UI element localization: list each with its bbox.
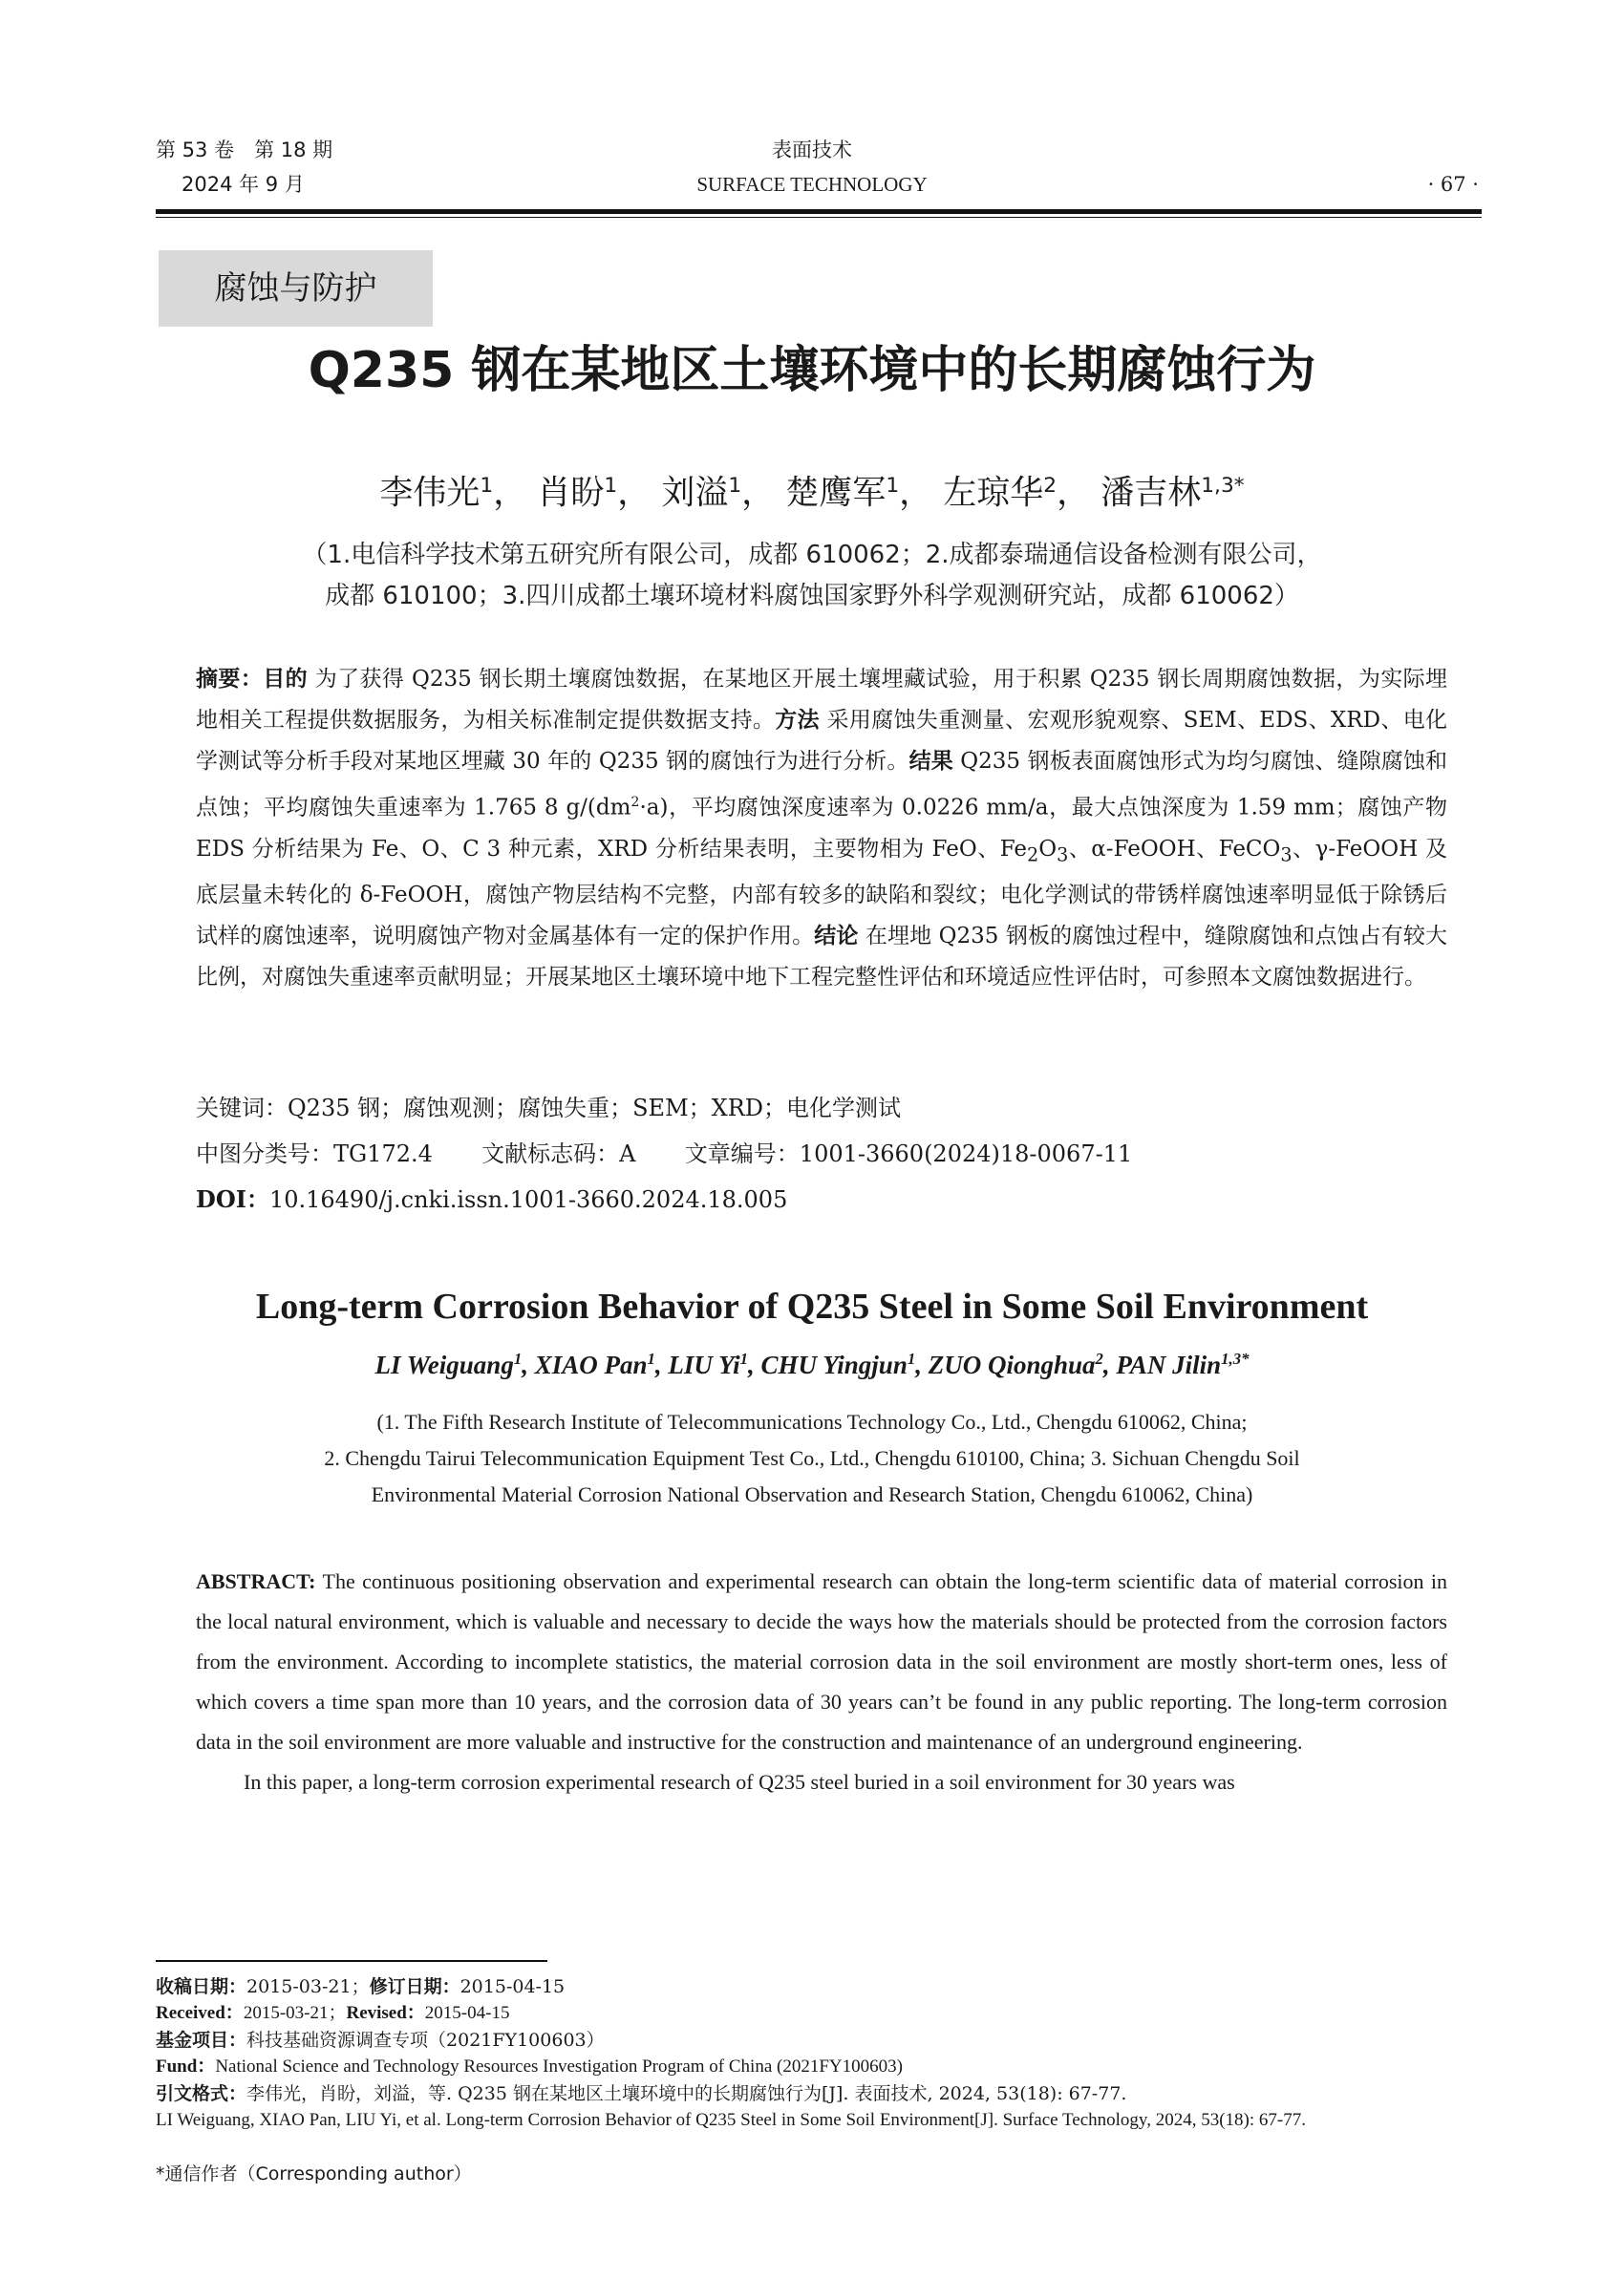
revised-en: 2015-04-15 [424, 2003, 510, 2023]
footnote-rule [156, 1960, 547, 1962]
author-sup: 1,3* [1221, 1350, 1250, 1368]
clc-value: TG172.4 [333, 1140, 433, 1167]
author-cn: 潘吉林 [1100, 474, 1202, 513]
method-text: 采用腐蚀失重测量、宏观形貌观察、SEM、EDS、XRD、电化学测试等分析手段对某地区埋藏 30 年的 Q235 钢的腐蚀行为进行分析。 [196, 708, 1448, 774]
purpose-text: 为了获得 Q235 钢长期土壤腐蚀数据，在某地区开展土壤埋藏试验，用于积累 Q235 钢长周期腐蚀数据，为实际埋地相关工程提供数据服务，为相关标准制定提供数据支持。 [196, 667, 1448, 733]
doi-value[interactable]: 10.16490/j.cnki.issn.1001-3660.2024.18.005 [268, 1186, 788, 1213]
affiliation-line: Environmental Material Corrosion National Observation and Research Station, Chengdu 610062, China) [371, 1482, 1253, 1506]
footnote-cite-cn [156, 2080, 1484, 2107]
affiliations-en [191, 1404, 1433, 1513]
page-number: · 67 · [1427, 173, 1479, 196]
received-cn-label: 收稿日期： [156, 1976, 247, 1997]
abstract-en-p2: In this paper, a long-term corrosion experimental research of Q235 steel buried in a soil environment for 30 years was [244, 1770, 1235, 1794]
doc-code-label: 文献标志码： [481, 1140, 620, 1167]
author-sup: 1 [907, 1350, 916, 1368]
author-en: PAN Jilin [1116, 1351, 1222, 1379]
author-sup: 1 [886, 474, 900, 498]
footnote-fund-en [156, 2054, 1484, 2080]
author-cn: 李伟光 [379, 474, 481, 513]
affiliations-cn [191, 535, 1433, 617]
author-en: LIU Yi [668, 1351, 740, 1379]
purpose-label: 目的 [263, 667, 308, 692]
header-rule-thin [156, 217, 1482, 218]
revised-cn-label: 修订日期： [369, 1976, 460, 1997]
article-no-value: 1001-3660(2024)18-0067-11 [799, 1140, 1133, 1167]
fund-cn-label: 基金项目： [156, 2030, 247, 2051]
volume-issue: 第 53 卷 第 18 期 [156, 139, 333, 161]
affiliation-line: 2. Chengdu Tairui Telecommunication Equipment Test Co., Ltd., Chengdu 610100, China; 3. Sichuan Chengdu Soil [324, 1446, 1300, 1470]
clc-label: 中图分类号： [196, 1140, 333, 1167]
classification [196, 1135, 1447, 1173]
footnote-received-en [156, 2000, 1484, 2027]
result-sup: 2 [630, 795, 640, 810]
author-sup: 1 [647, 1350, 655, 1368]
doi [196, 1181, 1447, 1219]
author-sup: 1 [480, 474, 494, 498]
author-sup: 1 [604, 474, 618, 498]
author-sup: 1 [739, 1350, 749, 1368]
affiliation-line: （1.电信科学技术第五研究所有限公司，成都 610062；2.成都泰瑞通信设备检测有限公司， [302, 541, 1322, 569]
abstract-en-p1: The continuous positioning observation and experimental research can obtain the long-term scientific data of material corrosion in the local natural environment, which is valuable and necessary to decide the ways how the materials should be protected from the corrosion factors from the environment. According to incomplete statistics, the material corrosion data in the soil environment are mostly short-term ones, less of which covers a time span more than 10 years, and the corrosion data of 30 years can’t be found in any public reporting. The long-term corrosion data in the soil environment are more valuable and instructive for the construction and maintenance of an underground engineering. [196, 1569, 1447, 1754]
abstract-en-label: ABSTRACT: [196, 1569, 316, 1593]
result-text: O [1038, 836, 1058, 862]
author-en: CHU Yingjun [760, 1351, 908, 1379]
method-label: 方法 [775, 708, 820, 733]
doi-label: DOI： [196, 1185, 269, 1213]
header-rule-thick [156, 209, 1482, 214]
result-label: 结果 [908, 749, 953, 774]
authors-cn: 李伟光$^1$， 肖盼$^1$， 刘溢$^1$， 楚鹰军$^1$， 左琼华$^2$， 潘吉林$^{1,3*}$ [379, 474, 1245, 513]
received-en: 2015-03-21； [243, 2003, 347, 2023]
author-sup: 1 [513, 1350, 523, 1368]
doc-code-value: A [619, 1140, 636, 1167]
footnote-fund-cn [156, 2027, 1484, 2054]
result-text: ·a)，平均腐蚀深度速率为 0.0226 mm/a，最大点蚀深度为 1.59 mm；腐蚀产物 EDS 分析结果为 Fe、O、C 3 种元素，XRD 分析结果表明，主要物相为 FeO、Fe [196, 795, 1447, 862]
revised-en-label: Revised： [346, 2003, 425, 2023]
result-text: Q235 钢板表面腐蚀形式为均匀腐蚀、缝隙腐蚀和点蚀；平均腐蚀失重速率为 1.765 8 g/(dm [196, 749, 1447, 820]
author-sup: 2 [1095, 1350, 1103, 1368]
conclusion-label: 结论 [814, 924, 859, 949]
result-sub: 2 [1027, 843, 1039, 866]
author-en: LI Weiguang [374, 1351, 514, 1379]
author-cn: 楚鹰军 [785, 474, 887, 513]
affiliation-line: (1. The Fifth Research Institute of Telecommunications Technology Co., Ltd., Chengdu 610062, China; [376, 1410, 1248, 1434]
fund-en-label: Fund： [156, 2056, 216, 2077]
author-sup: 1 [728, 474, 742, 498]
issue-date: 2024 年 9 月 [182, 173, 305, 196]
affiliation-line: 成都 610100；3.四川成都土壤环境材料腐蚀国家野外科学观测研究站，成都 610062） [325, 582, 1299, 610]
abstract-cn [196, 659, 1447, 998]
author-en: XIAO Pan [534, 1351, 648, 1379]
title-cn: Q235 钢在某地区土壤环境中的长期腐蚀行为 [308, 342, 1316, 399]
cite-cn-label: 引文格式： [156, 2083, 247, 2104]
footnote-cite-en: LI Weiguang, XIAO Pan, LIU Yi, et al. Long-term Corrosion Behavior of Q235 Steel in Some Soil Environment[J]. Surface Technology, 2024, 53(18): 67-77. [156, 2110, 1306, 2130]
footnote-corresponding: *通信作者（Corresponding author） [156, 2163, 472, 2184]
abstract-en [196, 1562, 1447, 1802]
result-sub: 3 [1280, 843, 1293, 866]
author-sup: 2 [1043, 474, 1058, 498]
fund-cn: 科技基础资源调查专项（2021FY100603） [246, 2030, 605, 2051]
result-text: 、α-FeOOH、FeCO [1068, 836, 1281, 862]
author-en: ZUO Qionghua [928, 1351, 1096, 1379]
cite-cn: 李伟光，肖盼，刘溢，等. Q235 钢在某地区土壤环境中的长期腐蚀行为[J]. 表面技术, 2024, 53(18): 67-77. [246, 2083, 1127, 2104]
journal-name-cn: 表面技术 [772, 139, 852, 161]
received-en-label: Received： [156, 2003, 244, 2023]
author-cn: 肖盼 [537, 474, 605, 513]
result-text: 、γ-FeOOH 及底层量未转化的 δ-FeOOH，腐蚀产物层结构不完整，内部有较多的缺陷和裂纹；电化学测试的带锈样腐蚀速率明显低于除锈后试样的腐蚀速率，说明腐蚀产物对金属基体有一定的保护作用。 [196, 836, 1447, 949]
section-tag: 腐蚀与防护 [159, 250, 433, 327]
author-cn: 刘溢 [661, 474, 729, 513]
journal-name-en: SURFACE TECHNOLOGY [696, 173, 928, 196]
title-en: Long-term Corrosion Behavior of Q235 Steel in Some Soil Environment [255, 1287, 1369, 1327]
keywords-label: 关键词： [196, 1095, 288, 1121]
author-cn: 左琼华 [943, 474, 1044, 513]
keywords-text: Q235 钢；腐蚀观测；腐蚀失重；SEM；XRD；电化学测试 [288, 1095, 902, 1121]
received-cn: 2015-03-21； [246, 1976, 370, 1997]
fund-en: National Science and Technology Resources Investigation Program of China (2021FY100603) [215, 2056, 903, 2077]
authors-en: LI Weiguang$^1$, XIAO Pan$^1$, LIU Yi$^1$, CHU Yingjun$^1$, ZUO Qionghua$^2$, PAN Jilin$^{1,3*}$ [374, 1350, 1250, 1379]
conclusion-text: 在埋地 Q235 钢板的腐蚀过程中，缝隙腐蚀和点蚀占有较大比例，对腐蚀失重速率贡献明显；开展某地区土壤环境中地下工程完整性评估和环境适应性评估时，可参照本文腐蚀数据进行。 [196, 924, 1448, 991]
footnote-received-cn [156, 1973, 1484, 2000]
article-no-label: 文章编号： [684, 1140, 800, 1167]
keywords [196, 1089, 1447, 1127]
author-sup: 1,3* [1201, 474, 1245, 498]
revised-cn: 2015-04-15 [459, 1976, 566, 1997]
result-sub: 3 [1057, 843, 1069, 866]
abstract-label: 摘要： [196, 667, 264, 692]
